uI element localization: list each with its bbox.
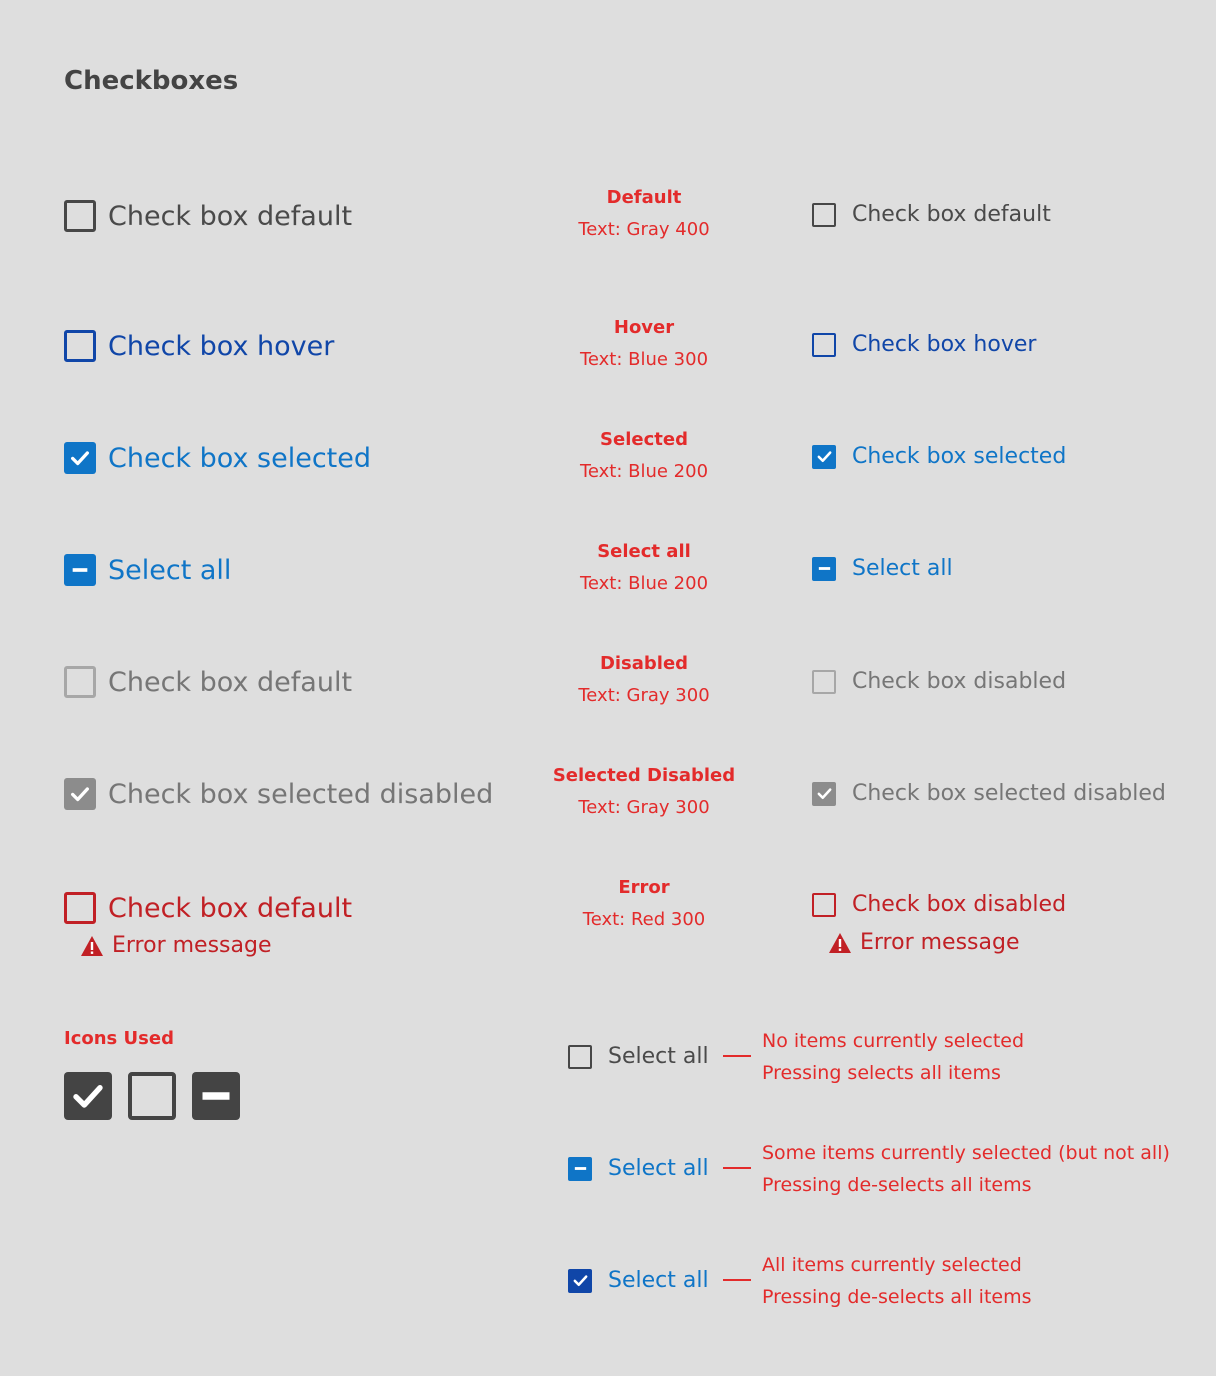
checkmark-icon[interactable] (812, 445, 836, 469)
minus-icon[interactable] (812, 557, 836, 581)
checkbox-box[interactable] (568, 1045, 592, 1069)
empty-box-icon (128, 1072, 176, 1120)
checkbox-label: Check box default (108, 666, 353, 698)
note-line-2: Pressing de-selects all items (762, 1286, 1032, 1308)
state-subtitle: Text: Gray 300 (578, 685, 710, 706)
checkbox-label: Check box selected (108, 442, 371, 474)
checkbox-selected-small[interactable] (812, 444, 1066, 469)
checkbox-disabled-small (812, 669, 1066, 694)
checkbox-box (64, 666, 96, 698)
checkbox-label: Select all (608, 1156, 709, 1181)
note-line-2: Pressing selects all items (762, 1062, 1001, 1084)
state-subtitle: Text: Red 300 (582, 909, 706, 930)
state-title: Default (606, 187, 682, 208)
checkbox-box (812, 670, 836, 694)
checkbox-label: Check box hover (108, 330, 335, 362)
note-line-1: Some items currently selected (but not all) (762, 1142, 1170, 1164)
select-all-some[interactable] (568, 1156, 709, 1181)
state-subtitle: Text: Gray 300 (578, 797, 710, 818)
state-subtitle: Text: Blue 200 (579, 573, 709, 594)
checkbox-select-all-small[interactable] (812, 556, 953, 581)
state-title: Disabled (599, 653, 689, 674)
icons-used-title: Icons Used (64, 1028, 174, 1049)
checkbox-default-small[interactable] (812, 202, 1051, 227)
checkbox-selected-disabled-small (812, 781, 1166, 806)
checkbox-box[interactable] (812, 893, 836, 917)
checkbox-label: Check box default (108, 200, 353, 232)
checkmark-icon (64, 1072, 112, 1120)
error-message (80, 933, 272, 958)
minus-icon (192, 1072, 240, 1120)
note-connector (723, 1167, 751, 1169)
error-message-text: Error message (860, 930, 1020, 955)
checkbox-label: Check box selected disabled (108, 778, 494, 810)
checkbox-box[interactable] (64, 200, 96, 232)
checkbox-label: Check box selected disabled (852, 781, 1166, 806)
state-title: Select all (597, 541, 691, 562)
checkmark-icon[interactable] (568, 1269, 592, 1293)
checkbox-label: Check box disabled (852, 669, 1067, 694)
checkbox-disabled-large (64, 666, 352, 698)
note-line-1: All items currently selected (762, 1254, 1022, 1276)
note-line-1: No items currently selected (762, 1030, 1025, 1052)
checkbox-label: Select all (108, 554, 232, 586)
checkbox-default-large[interactable] (64, 200, 352, 232)
note-connector (723, 1279, 751, 1281)
error-message (828, 930, 1020, 955)
note-line-2: Pressing de-selects all items (762, 1174, 1032, 1196)
state-title: Hover (613, 317, 675, 338)
checkbox-error-large[interactable] (64, 892, 352, 924)
checkmark-icon[interactable] (64, 442, 96, 474)
checkbox-label: Check box default (852, 202, 1051, 227)
checkbox-label: Check box default (108, 892, 353, 924)
state-subtitle: Text: Gray 400 (578, 219, 710, 240)
checkbox-label: Select all (608, 1268, 709, 1293)
select-all-all[interactable] (568, 1268, 709, 1293)
checkbox-hover-large[interactable] (64, 330, 334, 362)
checkbox-label: Check box disabled (852, 892, 1067, 917)
checkbox-label: Check box selected (852, 444, 1067, 469)
checkbox-selected-disabled-large (64, 778, 493, 810)
state-subtitle: Text: Blue 300 (579, 349, 709, 370)
checkbox-label: Select all (608, 1044, 709, 1069)
state-title: Selected Disabled (552, 765, 736, 786)
minus-icon[interactable] (64, 554, 96, 586)
checkbox-box[interactable] (64, 330, 96, 362)
checkmark-icon (812, 782, 836, 806)
note-connector (723, 1055, 751, 1057)
checkbox-box[interactable] (64, 892, 96, 924)
select-all-none[interactable] (568, 1044, 709, 1069)
state-title: Error (618, 877, 670, 898)
error-message-text: Error message (112, 933, 272, 958)
checkbox-label: Select all (852, 556, 953, 581)
checkbox-label: Check box hover (852, 332, 1037, 357)
warning-icon (828, 932, 852, 954)
checkbox-selected-large[interactable] (64, 442, 371, 474)
page-title: Checkboxes (64, 66, 239, 96)
minus-icon[interactable] (568, 1157, 592, 1181)
checkbox-select-all-large[interactable] (64, 554, 231, 586)
checkmark-icon (64, 778, 96, 810)
state-title: Selected (600, 429, 688, 450)
checkbox-box[interactable] (812, 203, 836, 227)
checkbox-hover-small[interactable] (812, 332, 1036, 357)
checkbox-error-small[interactable] (812, 892, 1066, 917)
state-subtitle: Text: Blue 200 (579, 461, 709, 482)
checkbox-box[interactable] (812, 333, 836, 357)
warning-icon (80, 935, 104, 957)
